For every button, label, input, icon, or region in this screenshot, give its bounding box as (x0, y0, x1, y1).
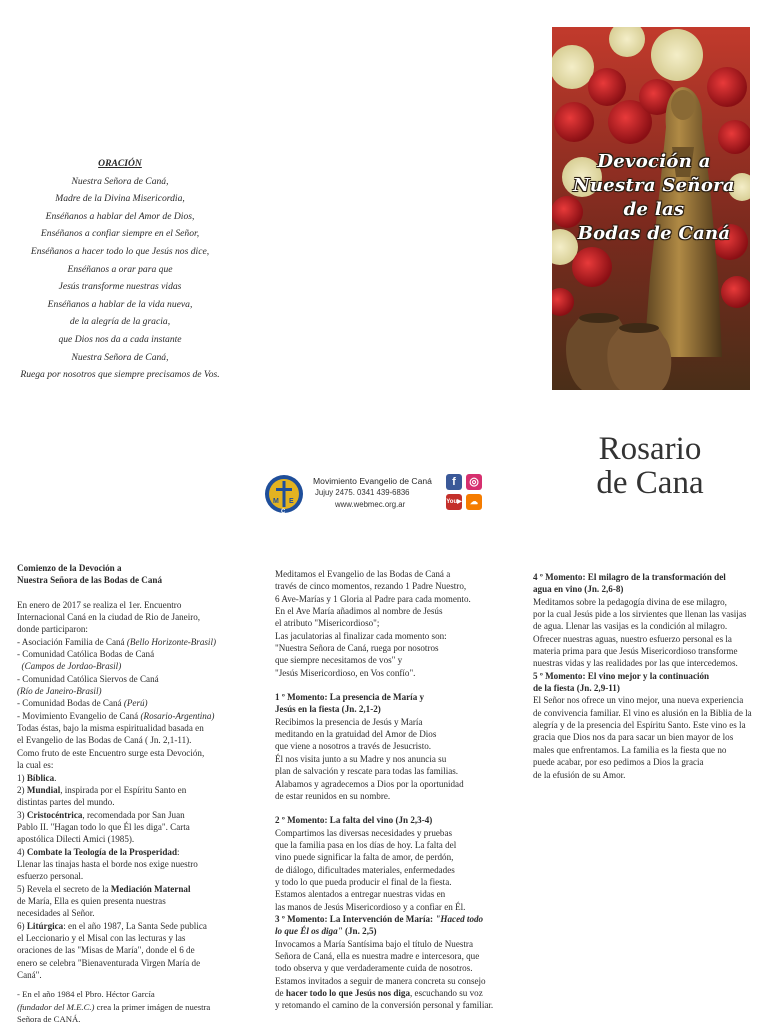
moment-4-text: Meditamos sobre la pedagogía divina de ese milagro, (533, 596, 727, 607)
feature-item: 3) Cristocéntrica, recomendada por San Juan (17, 809, 185, 820)
feature-text: Llenar las tinajas hasta el borde nos exige nuestro (17, 858, 198, 869)
column-moments-2 (533, 571, 763, 781)
moment-3-text: todo observa y que verdaderamente cuida de nosotros. (275, 963, 473, 974)
moment-4-heading: agua en vino (Jn. 2,6-8) (533, 584, 624, 595)
intro-text: través de cinco momentos, rezando 1 Padre Nuestro, (275, 581, 467, 592)
feature-text: esfuerzo personal. (17, 871, 84, 882)
moment-4-text: nuestras vidas y las realidades por las que intercedemos. (533, 658, 738, 669)
footnote-text: - En el año 1984 el Pbro. Héctor García (17, 989, 155, 1000)
cover-title-line: Nuestra Señora (573, 175, 735, 196)
main-title (570, 432, 730, 500)
organization-name: Movimiento Evangelio de Caná (313, 476, 432, 486)
moment-5-text: gracia que Dios nos da para sacar un bien mayor de los (533, 732, 734, 743)
intro-text: que siempre necesitamos de vos" y (275, 655, 403, 666)
footnote-text: (fundador del M.E.C.) crea la primer imágen de nuestra (17, 1001, 211, 1012)
feature-text: necesidades al Señor. (17, 908, 95, 919)
youtube-icon[interactable]: You▶ (446, 494, 462, 510)
organization-block (264, 472, 484, 514)
prayer-line: Nuestra Señora de Caná, (71, 175, 169, 187)
prayer-line: que Dios nos da a cada instante (58, 333, 182, 345)
moment-1-text: que viene a nosotros a través de Jesucristo. (275, 741, 432, 752)
cover-title-line: Bodas de Caná (577, 223, 731, 244)
history-text: la cual es: (17, 760, 54, 771)
feature-text: Pablo II. "Hagan todo lo que Él les diga". Carta (17, 821, 190, 832)
moment-5-text: puede acabar, por eso pedimos a Dios la gracia (533, 757, 704, 768)
moment-1-heading: Jesús en la fiesta (Jn. 2,1-2) (275, 704, 381, 715)
moment-2-text: que la familia pasa en los días de hoy. La falta del (275, 839, 457, 850)
prayer-line: de la alegría de la gracia, (69, 316, 171, 328)
column-moments-1 (275, 568, 505, 1012)
intro-text: "Nuestra Señora de Caná, ruega por nosotros (275, 643, 439, 654)
history-heading: Nuestra Señora de las Bodas de Caná (17, 575, 163, 586)
moment-1-text: plan de salvación y rescate para todas las familias. (275, 766, 459, 777)
moment-5-heading: de la fiesta (Jn. 2,9-11) (533, 683, 620, 694)
logo-letter-m: M (273, 498, 279, 505)
instagram-icon[interactable]: ◎ (466, 474, 482, 490)
feature-item: 5) Revela el secreto de la Mediación Maternal (17, 883, 191, 894)
history-text: Como fruto de este Encuentro surge esta Devoción, (17, 747, 205, 758)
intro-text: "Jesús Misericordioso, en Vos confío". (275, 667, 416, 678)
moment-5-text: alegría y de la presencia del Espíritu Santo. Este vino es la (533, 720, 746, 731)
feature-item: 4) Combate la Teología de la Prosperidad: (17, 846, 180, 857)
feature-item: 2) Mundial, inspirada por el Espíritu Santo en (17, 784, 187, 795)
organization-phone: Jujuy 2475. 0341 439-6836 (315, 488, 410, 497)
moment-5-heading: 5 º Momento: El vino mejor y la continuación (533, 670, 710, 681)
intro-text: 6 Ave-Marías y 1 Gloria al Padre para cada momento. (275, 593, 471, 604)
moment-2-text: Estamos alentados a entregar nuestras vidas en (275, 889, 446, 900)
prayer-line: Enséñanos a confiar siempre en el Señor, (40, 228, 200, 240)
moment-3-heading: 3 º Momento: La Intervención de María: "Haced todo (275, 913, 484, 924)
moment-3-text: Invocamos a María Santísima bajo el título de Nuestra (275, 938, 473, 949)
mec-logo (264, 474, 304, 514)
history-text: donde participaron: (17, 624, 88, 635)
history-text: Internacional Caná en la ciudad de Rio de Janeiro, (17, 612, 201, 623)
soundcloud-icon[interactable]: ☁ (466, 494, 482, 510)
logo-letter-e: E (289, 498, 294, 505)
intro-text: En el Ave María añadimos al nombre de Jesús (275, 606, 443, 617)
feature-text: Caná". (17, 970, 42, 980)
moment-5-text: de convivencia familiar. El vino es alusión en la Biblia de la (533, 707, 752, 718)
prayer-block (10, 155, 230, 384)
feature-text: enero se celebra "Bienaventurada Virgen María de (17, 957, 201, 968)
facebook-icon[interactable]: f (446, 474, 462, 490)
moment-4-text: Ofrecer nuestras aguas, nuestro esfuerzo personal es la (533, 633, 732, 644)
feature-item: 6) Litúrgica: en el año 1987, La Santa Sede publica (17, 920, 207, 931)
cover-title-line: de las (623, 199, 685, 220)
moment-3-text: de hacer todo lo que Jesús nos diga, escuchando su voz (275, 988, 483, 998)
moment-1-text: Él nos visita junto a su Madre y nos anuncia su (275, 753, 447, 764)
moment-3-text: Estamos invitados a seguir de manera concreta su consejo (275, 975, 486, 986)
prayer-line: Jesús transforme nuestras vidas (58, 281, 182, 293)
moment-1-text: meditando en la gratuidad del Amor de Dios (275, 729, 437, 740)
cover-image (552, 27, 750, 390)
moment-3-text: y retomando el camino de la conversión personal y familiar. (275, 1000, 494, 1011)
moment-2-text: vino puede significar la falta de amor, de perdón, (275, 852, 454, 863)
moment-2-text: las manos de Jesús Misericordioso y a confiar en Él. (275, 901, 466, 912)
history-text: En enero de 2017 se realiza el 1er. Encuentro (17, 599, 182, 610)
moment-3-text: Señora de Caná, ella es nuestra madre e intercesora, que (275, 950, 480, 961)
moment-4-text: materia prima para que Jesús Misericordioso transforme (533, 646, 738, 657)
participant-location: (Campos de Jordao-Brasil) (21, 661, 122, 672)
intro-text: Las jaculatorias al finalizar cada momento son: (275, 630, 447, 641)
history-text: el Evangelio de las Bodas de Caná ( Jn. 2,1-11). (17, 735, 192, 746)
moment-2-text: Compartimos las diversas necesidades y pruebas (275, 827, 453, 838)
feature-text: de María, Ella es quien presenta nuestras (17, 895, 166, 906)
moment-1-heading: 1 º Momento: La presencia de María y (275, 692, 425, 703)
moment-5-text: males que enfrentamos. La familia es la fiesta que no (533, 744, 727, 755)
participant-location: (Río de Janeiro-Brasil) (17, 686, 102, 697)
moment-1-text: Alabamos y agradecemos a Dios por la oportunidad (275, 778, 464, 789)
moment-4-text: por la cual Jesús pide a los sirvientes que llenan las vasijas (533, 609, 747, 620)
footnote-text: Señora de CANÁ. (17, 1014, 81, 1025)
main-title-line-1: Rosario (598, 431, 702, 467)
prayer-line: Enséñanos a orar para que (67, 263, 173, 275)
cover-title-line: Devoción a (597, 151, 711, 172)
participant-item: - Asociación Familia de Caná (Bello Horizonte-Brasil) (17, 636, 217, 647)
moment-1-text: Recibimos la presencia de Jesús y María (275, 716, 423, 727)
moment-4-heading: 4 º Momento: El milagro de la transformación del (533, 572, 726, 582)
prayer-line: Enséñanos a hablar del Amor de Dios, (45, 210, 195, 222)
prayer-title: ORACIÓN (98, 158, 142, 169)
participant-item: - Comunidad Católica Siervos de Caná (17, 673, 159, 684)
moment-3-heading: lo que Él os diga" (Jn. 2,5) (275, 926, 377, 937)
feature-text: apostólica Dilecti Amici (1985). (17, 834, 135, 845)
participant-item: - Movimiento Evangelio de Caná (Rosario-Argentina) (17, 710, 215, 721)
prayer-line: Enséñanos a hacer todo lo que Jesús nos dice, (30, 245, 210, 257)
feature-text: oraciones de las "Misas de María", donde el 6 de (17, 945, 195, 956)
intro-text: el atributo "Misericordioso"; (275, 618, 380, 629)
participant-item: - Comunidad Bodas de Caná (Perú) (17, 698, 148, 709)
organization-website[interactable]: www.webmec.org.ar (335, 500, 406, 509)
prayer-line: Nuestra Señora de Caná, (71, 351, 169, 363)
feature-text: distintas partes del mundo. (17, 797, 115, 808)
cover-title (552, 150, 750, 246)
column-history (17, 562, 247, 1025)
logo-letter-c: C (281, 509, 286, 514)
participant-item: - Comunidad Católica Bodas de Caná (17, 649, 155, 660)
prayer-line: Ruega por nosotros que siempre precisamos de Vos. (20, 369, 220, 381)
feature-item: 1) Bíblica. (17, 772, 57, 783)
moment-5-text: de la efusión de su Amor. (533, 769, 626, 780)
moment-1-text: de estar reunidos en su nombre. (275, 790, 391, 801)
moment-2-text: y todo lo que pueda producir el final de la fiesta. (275, 876, 452, 887)
moment-5-text: El Señor nos ofrece un vino mejor, una nueva experiencia (533, 695, 744, 706)
moment-4-text: de agua. Llenar las vasijas es la condición al milagro. (533, 621, 728, 632)
history-heading: Comienzo de la Devoción a (17, 563, 122, 573)
moment-2-heading: 2 º Momento: La falta del vino (Jn 2,3-4) (275, 815, 433, 826)
prayer-line: Madre de la Divina Misericordia, (55, 193, 185, 205)
prayer-line: Enséñanos a hablar de la vida nueva, (47, 298, 193, 310)
main-title-line-2: de Cana (596, 465, 704, 501)
history-text: Todas éstas, bajo la misma espiritualidad basada en (17, 723, 204, 734)
intro-text: Meditamos el Evangelio de las Bodas de Caná a (275, 569, 451, 579)
moment-2-text: de diálogo, dificultades materiales, enfermedades (275, 864, 455, 875)
feature-text: el Leccionario y el Misal con las lecturas y las (17, 932, 186, 943)
